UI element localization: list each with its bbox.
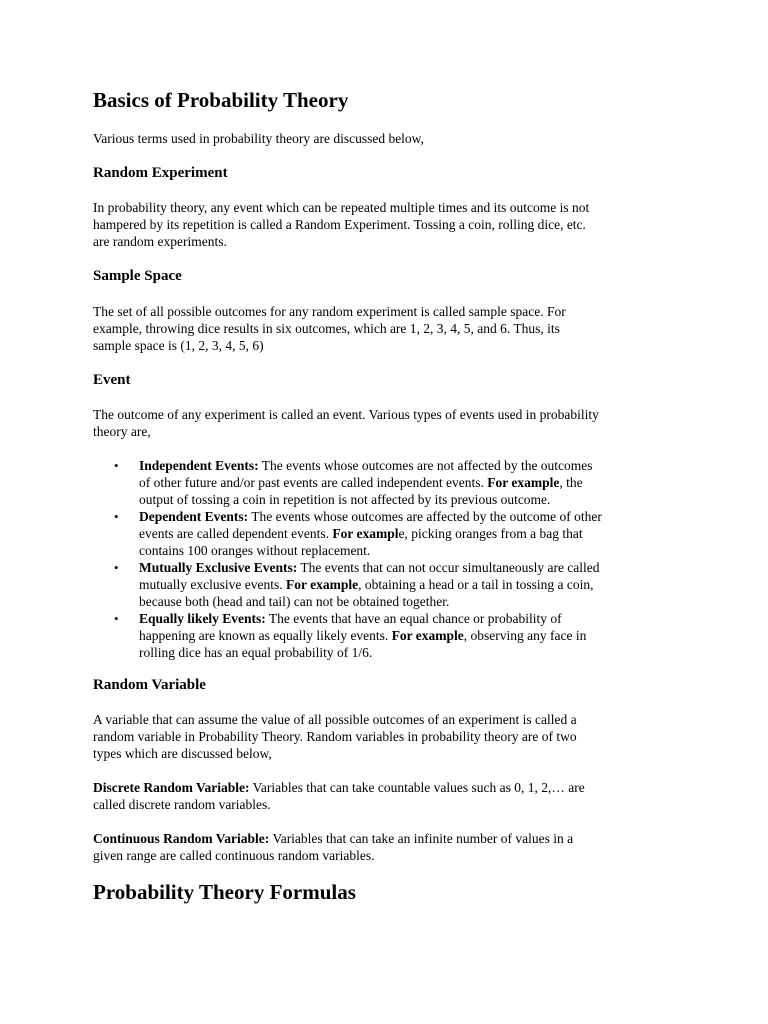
sample-space-paragraph	[93, 303, 683, 354]
item-text: of other future and/or past events are called independent events.	[139, 475, 488, 490]
item-text: contains 100 oranges without replacement.	[139, 543, 371, 558]
item-text: Variables that can take an infinite number of values in a	[269, 831, 574, 846]
text-line: random variable in Probability Theory. Random variables in probability theory are of two	[93, 729, 577, 744]
item-text: The events whose outcomes are affected by the outcome of other	[248, 509, 602, 524]
item-text: because both (head and tail) can not be obtained together.	[139, 594, 450, 609]
example-label: For example	[391, 628, 464, 643]
intro-text: Various terms used in probability theory are discussed below,	[93, 131, 424, 146]
item-text: events are called dependent events.	[139, 526, 333, 541]
text-line: hampered by its repetition is called a Random Experiment. Tossing a coin, rolling dice, etc.	[93, 217, 586, 232]
item-text: , obtaining a head or a tail in tossing a coin,	[358, 577, 594, 592]
heading-random-experiment: Random Experiment	[93, 165, 228, 181]
text-line: example, throwing dice results in six outcomes, which are 1, 2, 3, 4, 5, and 6. Thus, its	[93, 321, 560, 336]
text-line: In probability theory, any event which can be repeated multiple times and its outcome is not	[93, 200, 590, 215]
random-experiment-paragraph	[93, 199, 683, 250]
example-label: For exampl	[332, 526, 399, 541]
random-variable-paragraph	[93, 711, 683, 762]
text-line: The set of all possible outcomes for any random experiment is called sample space. For	[93, 304, 566, 319]
item-text: given range are called continuous random variables.	[93, 848, 375, 863]
term-label: Dependent Events:	[139, 509, 249, 524]
item-text: happening are known as equally likely events.	[139, 628, 392, 643]
list-item	[93, 508, 683, 559]
text-line: theory are,	[93, 424, 151, 439]
item-text: The events whose outcomes are not affected by the outcomes	[258, 458, 593, 473]
example-label: For example	[487, 475, 560, 490]
heading-sample-space: Sample Space	[93, 268, 182, 284]
formulas-title: Probability Theory Formulas	[93, 880, 356, 904]
text-line: sample space is (1, 2, 3, 4, 5, 6)	[93, 338, 264, 353]
item-text: rolling dice has an equal probability of 1/6.	[139, 645, 373, 660]
intro-paragraph	[93, 130, 683, 147]
text-line: The outcome of any experiment is called an event. Various types of events used in probability	[93, 407, 599, 422]
text-line: A variable that can assume the value of all possible outcomes of an experiment is called a	[93, 712, 577, 727]
item-text: called discrete random variables.	[93, 797, 271, 812]
heading-event: Event	[93, 372, 131, 388]
term-label: Continuous Random Variable:	[93, 831, 270, 846]
event-types-list	[93, 457, 683, 661]
item-text: , the	[559, 475, 583, 490]
bullet-icon: •	[114, 458, 119, 473]
heading-random-variable: Random Variable	[93, 677, 206, 693]
term-label: Independent Events:	[139, 458, 259, 473]
discrete-variable-paragraph	[93, 779, 683, 813]
term-label: Discrete Random Variable:	[93, 780, 250, 795]
item-text: Variables that can take countable values such as 0, 1, 2,… are	[249, 780, 585, 795]
text-line: are random experiments.	[93, 234, 227, 249]
term-label: Mutually Exclusive Events:	[139, 560, 298, 575]
bullet-icon: •	[114, 509, 119, 524]
list-item	[93, 610, 683, 661]
term-label: Equally likely Events:	[139, 611, 266, 626]
item-text: The events that can not occur simultaneously are called	[297, 560, 600, 575]
continuous-variable-paragraph	[93, 830, 683, 864]
item-text: mutually exclusive events.	[139, 577, 286, 592]
item-text: output of tossing a coin in repetition is not affected by its previous outcome.	[139, 492, 551, 507]
bullet-icon: •	[114, 611, 119, 626]
text-line: types which are discussed below,	[93, 746, 272, 761]
example-label: For example	[285, 577, 359, 592]
list-item	[93, 559, 683, 610]
event-paragraph	[93, 406, 683, 440]
item-text: , observing any face in	[463, 628, 587, 643]
list-item	[93, 457, 683, 508]
item-text: The events that have an equal chance or probability of	[265, 611, 562, 626]
page-title: Basics of Probability Theory	[93, 88, 349, 112]
bullet-icon: •	[114, 560, 119, 575]
item-text: e, picking oranges from a bag that	[398, 526, 583, 541]
